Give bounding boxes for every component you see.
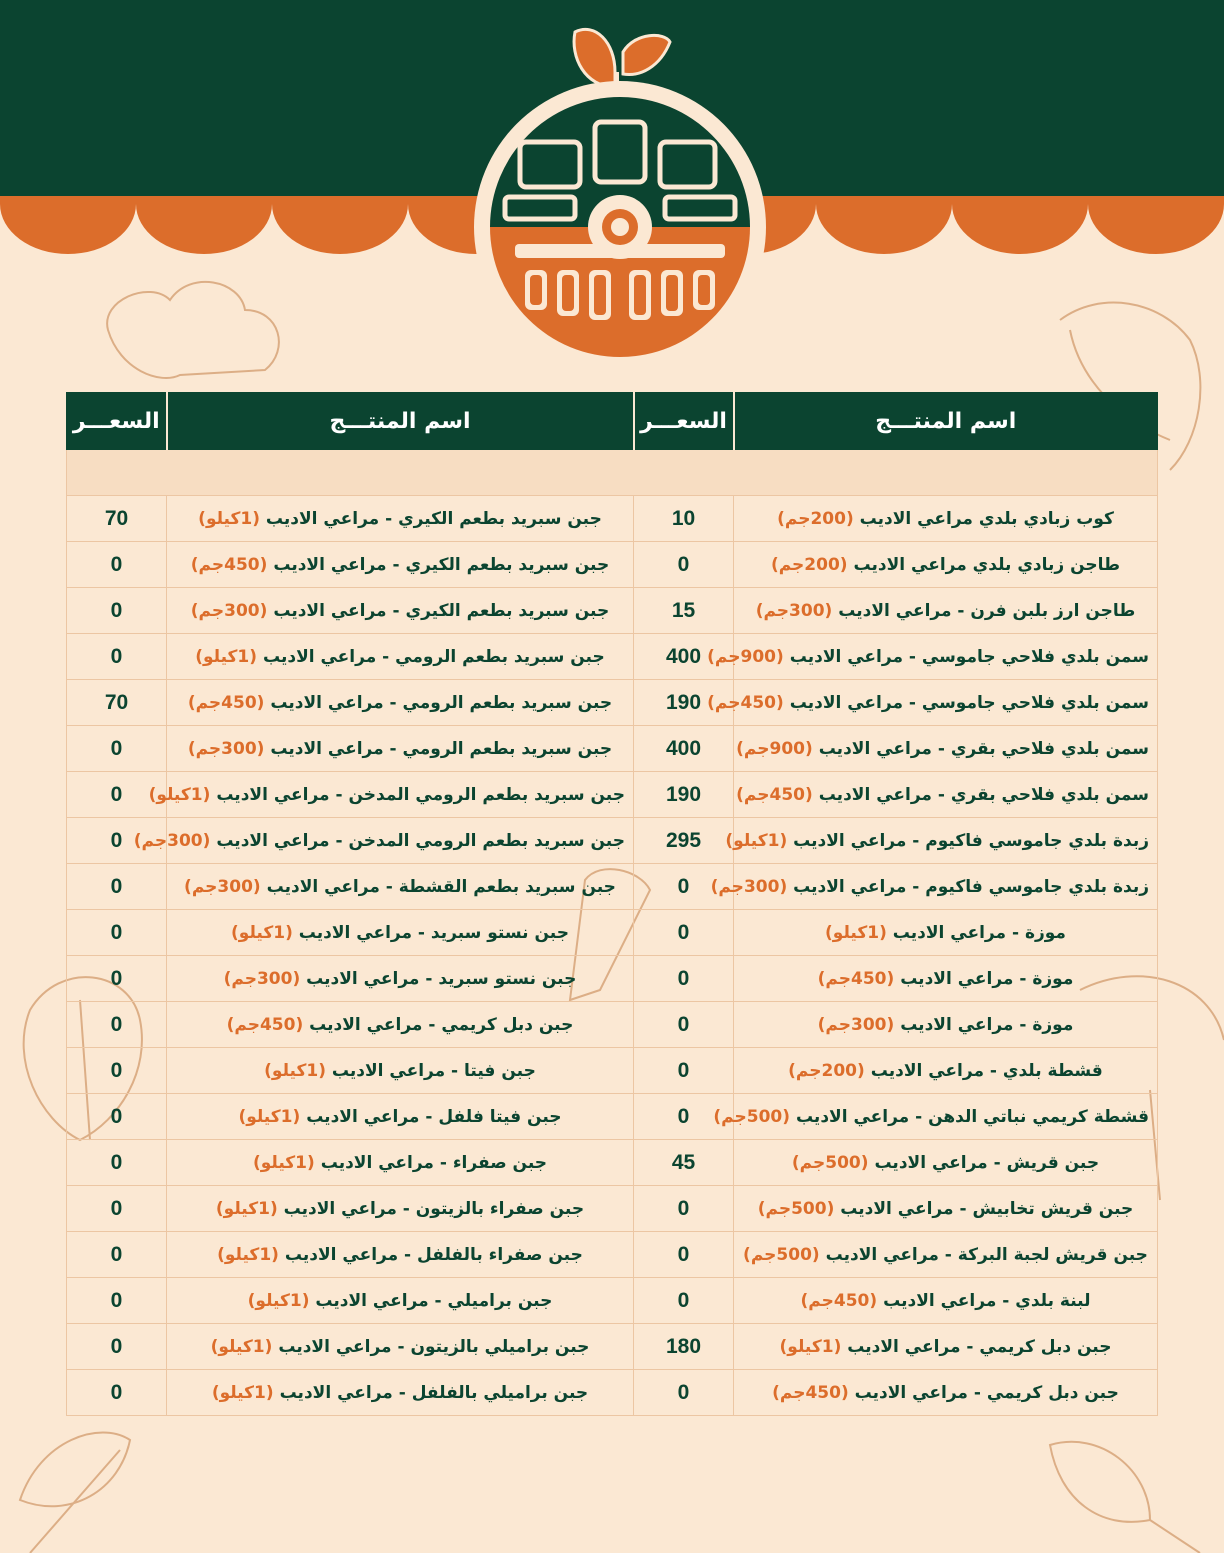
product-brand: مراعي الاديب bbox=[859, 508, 973, 529]
product-price: 0 bbox=[634, 1186, 734, 1232]
product-price: 0 bbox=[67, 1232, 167, 1278]
product-brand: - مراعي الاديب bbox=[320, 1152, 447, 1173]
product-brand: - مراعي الاديب bbox=[283, 1198, 410, 1219]
product-size: (1كيلو) bbox=[231, 922, 293, 943]
product-price: 0 bbox=[67, 818, 167, 864]
product-size: (1كيلو) bbox=[825, 922, 887, 943]
product-name-cell bbox=[734, 496, 1158, 542]
table-row bbox=[67, 542, 1158, 588]
product-name: جبن فيتا bbox=[464, 1060, 536, 1081]
product-size: (1كيلو) bbox=[217, 1244, 279, 1265]
product-name-cell bbox=[167, 542, 634, 588]
product-name: جبن سبريد بطعم الرومي bbox=[395, 646, 605, 667]
product-size: (300جم) bbox=[187, 738, 265, 759]
product-name-cell bbox=[167, 1140, 634, 1186]
product-size: (1كيلو) bbox=[211, 1382, 274, 1403]
product-name: جبن قريش لجبة البركة bbox=[957, 1244, 1148, 1265]
product-name: جبن براميلي bbox=[447, 1290, 553, 1311]
product-name: موزة bbox=[1024, 922, 1066, 943]
header-price: السعـــر bbox=[67, 393, 167, 450]
product-name: جبن صفراء bbox=[452, 1152, 548, 1173]
product-brand: - مراعي الاديب bbox=[874, 1152, 1001, 1173]
product-name-cell bbox=[734, 542, 1158, 588]
product-size: (200جم) bbox=[777, 508, 854, 529]
product-name: جبن نستو سبريد bbox=[438, 968, 577, 989]
product-size: (1كيلو) bbox=[247, 1290, 310, 1311]
product-name: موزة bbox=[1032, 1014, 1074, 1035]
product-name: جبن نستو سبريد bbox=[430, 922, 569, 943]
product-brand: - مراعي الاديب bbox=[854, 1382, 981, 1403]
product-name-cell bbox=[167, 910, 634, 956]
product-price: 0 bbox=[634, 1094, 734, 1140]
product-size: (1كيلو) bbox=[252, 1152, 315, 1173]
product-price: 0 bbox=[634, 910, 734, 956]
product-name-cell bbox=[707, 634, 1158, 680]
product-price: 45 bbox=[634, 1140, 734, 1186]
product-price: 0 bbox=[67, 726, 167, 772]
product-price: 0 bbox=[67, 1002, 167, 1048]
product-name-cell bbox=[133, 818, 634, 864]
product-name: طاجن ارز بلبن فرن bbox=[970, 600, 1136, 621]
product-brand: - مراعي الاديب bbox=[306, 1106, 433, 1127]
product-size: (300جم) bbox=[133, 830, 211, 851]
product-brand: - مراعي الاديب bbox=[793, 830, 920, 851]
product-name-cell bbox=[167, 588, 634, 634]
product-brand: - مراعي الاديب bbox=[818, 738, 945, 759]
product-name: سمن بلدي فلاحي جاموسي bbox=[921, 692, 1149, 713]
product-brand: - مراعي الاديب bbox=[306, 968, 433, 989]
product-name: زبدة بلدي جاموسي فاكيوم bbox=[925, 876, 1149, 897]
product-price: 295 bbox=[634, 818, 734, 864]
table-row bbox=[67, 1002, 1158, 1048]
product-brand: - مراعي الاديب bbox=[273, 600, 400, 621]
product-name-cell bbox=[167, 680, 634, 726]
product-name: جبن صفراء بالزيتون bbox=[415, 1198, 585, 1219]
product-name-cell bbox=[734, 1002, 1158, 1048]
product-brand: - مراعي الاديب bbox=[789, 692, 916, 713]
product-name-cell bbox=[734, 1370, 1158, 1416]
product-name: جبن دبل كريمي bbox=[979, 1336, 1112, 1357]
product-name: جبن قريش تخابيش bbox=[972, 1198, 1134, 1219]
product-brand: - مراعي الاديب bbox=[883, 1290, 1010, 1311]
table-row bbox=[67, 1186, 1158, 1232]
header-price: السعـــر bbox=[634, 393, 734, 450]
product-price: 0 bbox=[634, 542, 734, 588]
product-name-cell bbox=[734, 772, 1158, 818]
product-size: (500جم) bbox=[713, 1106, 791, 1127]
table-header-row bbox=[67, 393, 1158, 450]
table-row bbox=[67, 1232, 1158, 1278]
product-brand: - مراعي الاديب bbox=[840, 1198, 967, 1219]
product-name-cell bbox=[167, 1232, 634, 1278]
table-row bbox=[67, 1140, 1158, 1186]
product-brand: - مراعي الاديب bbox=[793, 876, 920, 897]
product-brand: - مراعي الاديب bbox=[847, 1336, 974, 1357]
product-price: 15 bbox=[634, 588, 734, 634]
product-size: (1كيلو) bbox=[195, 646, 258, 667]
table-row bbox=[67, 956, 1158, 1002]
product-name-cell bbox=[167, 1186, 634, 1232]
product-size: (1كيلو) bbox=[779, 1336, 842, 1357]
product-name-cell bbox=[734, 588, 1158, 634]
product-price: 0 bbox=[634, 1370, 734, 1416]
table-row bbox=[67, 634, 1158, 680]
product-price: 400 bbox=[634, 726, 734, 772]
price-table bbox=[66, 392, 1158, 1416]
product-name: جبن سبريد بطعم الرومي المدخن bbox=[348, 784, 625, 805]
product-brand: - مراعي الاديب bbox=[892, 922, 1020, 943]
product-name-cell bbox=[167, 1048, 634, 1094]
product-price: 0 bbox=[67, 956, 167, 1002]
product-price: 0 bbox=[634, 1048, 734, 1094]
product-price: 0 bbox=[634, 956, 734, 1002]
product-brand: - مراعي الاديب bbox=[266, 876, 393, 897]
product-price: 0 bbox=[67, 1324, 167, 1370]
product-name-cell bbox=[148, 772, 634, 818]
product-name-cell bbox=[734, 910, 1158, 956]
table-row bbox=[67, 1370, 1158, 1416]
product-name: جبن سبريد بطعم الرومي bbox=[402, 692, 613, 713]
header-product-name: اسم المنتـــج bbox=[734, 393, 1158, 450]
product-size: (900جم) bbox=[707, 646, 784, 667]
product-size: (1كيلو) bbox=[238, 1106, 301, 1127]
table-row bbox=[67, 910, 1158, 956]
table-row bbox=[67, 1094, 1158, 1140]
product-size: (1كيلو) bbox=[210, 1336, 273, 1357]
product-name-cell bbox=[167, 1278, 634, 1324]
product-name: جبن دبل كريمي bbox=[986, 1382, 1119, 1403]
product-name-cell bbox=[734, 1324, 1158, 1370]
product-name-cell bbox=[167, 496, 634, 542]
product-name-cell bbox=[734, 726, 1158, 772]
product-price: 0 bbox=[634, 864, 734, 910]
product-name: كوب زبادي بلدي bbox=[978, 508, 1114, 529]
table-row bbox=[67, 772, 1158, 818]
product-name-cell bbox=[734, 1186, 1158, 1232]
product-size: (300جم) bbox=[755, 600, 833, 621]
product-price: 0 bbox=[634, 1232, 734, 1278]
product-name: جبن فيتا فلفل bbox=[438, 1106, 562, 1127]
product-name: سمن بلدي فلاحي جاموسي bbox=[921, 646, 1149, 667]
product-size: (300جم) bbox=[710, 876, 788, 897]
product-price: 0 bbox=[67, 1094, 167, 1140]
product-name: موزة bbox=[1032, 968, 1074, 989]
product-size: (300جم) bbox=[190, 600, 268, 621]
product-size: (450جم) bbox=[772, 1382, 849, 1403]
product-name-cell bbox=[707, 680, 1158, 726]
product-name-cell bbox=[725, 818, 1158, 864]
table-row bbox=[67, 1324, 1158, 1370]
product-brand: - مراعي الاديب bbox=[900, 1014, 1027, 1035]
product-name: جبن دبل كريمي bbox=[441, 1014, 574, 1035]
product-size: (300جم) bbox=[184, 876, 261, 897]
product-name-cell bbox=[734, 1140, 1158, 1186]
product-size: (900جم) bbox=[736, 738, 813, 759]
product-size: (450جم) bbox=[226, 1014, 304, 1035]
product-price: 0 bbox=[67, 910, 167, 956]
table-row bbox=[67, 864, 1158, 910]
brand-logo bbox=[475, 12, 765, 364]
product-price: 0 bbox=[67, 864, 167, 910]
table-row bbox=[67, 726, 1158, 772]
product-size: (200جم) bbox=[788, 1060, 865, 1081]
product-size: (1كيلو) bbox=[725, 830, 788, 851]
product-brand: - مراعي الاديب bbox=[216, 784, 343, 805]
product-brand: - مراعي الاديب bbox=[284, 1244, 412, 1265]
table-row bbox=[67, 1278, 1158, 1324]
product-name: جبن سبريد بطعم الرومي المدخن bbox=[348, 830, 625, 851]
product-size: (200جم) bbox=[770, 554, 848, 575]
product-price: 180 bbox=[634, 1324, 734, 1370]
product-brand: - مراعي الاديب bbox=[838, 600, 965, 621]
product-name: سمن بلدي فلاحي بقري bbox=[950, 738, 1149, 759]
product-size: (450جم) bbox=[817, 968, 895, 989]
product-price: 0 bbox=[67, 634, 167, 680]
product-price: 0 bbox=[67, 1278, 167, 1324]
product-brand: - مراعي الاديب bbox=[298, 922, 425, 943]
table-body bbox=[67, 496, 1158, 1416]
product-price: 400 bbox=[634, 634, 734, 680]
product-brand: - مراعي الاديب bbox=[273, 554, 400, 575]
product-name: جبن سبريد بطعم الكيري bbox=[405, 600, 610, 621]
product-size: (500جم) bbox=[743, 1244, 820, 1265]
product-price: 0 bbox=[67, 542, 167, 588]
product-brand: - مراعي الاديب bbox=[795, 1106, 923, 1127]
product-name-cell bbox=[167, 1324, 634, 1370]
product-brand: - مراعي الاديب bbox=[331, 1060, 459, 1081]
product-size: (1كيلو) bbox=[198, 508, 260, 529]
product-price: 0 bbox=[67, 588, 167, 634]
product-name: جبن سبريد بطعم الكيري bbox=[405, 554, 610, 575]
product-name-cell bbox=[167, 1370, 634, 1416]
product-name-cell bbox=[167, 864, 634, 910]
product-brand: - مراعي الاديب bbox=[870, 1060, 997, 1081]
product-size: (1كيلو) bbox=[264, 1060, 326, 1081]
product-size: (500جم) bbox=[757, 1198, 835, 1219]
product-brand: مراعي الاديب bbox=[853, 554, 967, 575]
product-price: 190 bbox=[634, 772, 734, 818]
product-name-cell bbox=[167, 1094, 634, 1140]
product-name: جبن سبريد بطعم الرومي bbox=[402, 738, 613, 759]
product-size: (300جم) bbox=[223, 968, 301, 989]
table-row bbox=[67, 1048, 1158, 1094]
product-price: 0 bbox=[67, 1140, 167, 1186]
product-brand: - مراعي الاديب bbox=[315, 1290, 442, 1311]
product-name: قشطة بلدي bbox=[1002, 1060, 1103, 1081]
product-name: سمن بلدي فلاحي بقري bbox=[950, 784, 1149, 805]
product-brand: - مراعي الاديب bbox=[270, 692, 397, 713]
product-name-cell bbox=[167, 634, 634, 680]
product-price: 0 bbox=[67, 1370, 167, 1416]
product-size: (450جم) bbox=[187, 692, 265, 713]
product-name: جبن صفراء بالفلفل bbox=[417, 1244, 583, 1265]
product-brand: - مراعي الاديب bbox=[270, 738, 397, 759]
product-name: جبن سبريد بطعم الكيري bbox=[398, 508, 602, 529]
product-name-cell bbox=[710, 864, 1158, 910]
table-row bbox=[67, 496, 1158, 542]
product-size: (450جم) bbox=[736, 784, 813, 805]
product-name-cell bbox=[734, 1278, 1158, 1324]
product-name: قشطة كريمي نباتي الدهن bbox=[928, 1106, 1149, 1127]
product-brand: - مراعي الاديب bbox=[262, 646, 390, 667]
product-price: 70 bbox=[67, 680, 167, 726]
product-size: (500جم) bbox=[791, 1152, 869, 1173]
header-product-name: اسم المنتـــج bbox=[167, 393, 634, 450]
product-price: 0 bbox=[67, 772, 167, 818]
product-size: (300جم) bbox=[817, 1014, 895, 1035]
product-brand: - مراعي الاديب bbox=[279, 1382, 406, 1403]
product-size: (1كيلو) bbox=[148, 784, 211, 805]
product-brand: - مراعي الاديب bbox=[309, 1014, 436, 1035]
table-row bbox=[67, 588, 1158, 634]
product-size: (450جم) bbox=[190, 554, 268, 575]
product-brand: - مراعي الاديب bbox=[900, 968, 1027, 989]
product-name: جبن سبريد بطعم القشطة bbox=[398, 876, 616, 897]
product-price: 190 bbox=[634, 680, 734, 726]
table-row bbox=[67, 680, 1158, 726]
product-name-cell bbox=[713, 1094, 1158, 1140]
product-size: (1كيلو) bbox=[215, 1198, 278, 1219]
product-name-cell bbox=[734, 956, 1158, 1002]
product-price: 0 bbox=[634, 1002, 734, 1048]
table-row bbox=[67, 818, 1158, 864]
product-price: 70 bbox=[67, 496, 167, 542]
product-price: 0 bbox=[67, 1186, 167, 1232]
product-name: طاجن زبادي بلدي bbox=[972, 554, 1121, 575]
product-name-cell bbox=[734, 1232, 1158, 1278]
product-price: 10 bbox=[634, 496, 734, 542]
product-name-cell bbox=[167, 956, 634, 1002]
product-size: (450جم) bbox=[707, 692, 784, 713]
product-brand: - مراعي الاديب bbox=[278, 1336, 405, 1357]
product-brand: - مراعي الاديب bbox=[216, 830, 343, 851]
product-name: جبن قريش bbox=[1006, 1152, 1100, 1173]
product-name-cell bbox=[734, 1048, 1158, 1094]
product-brand: - مراعي الاديب bbox=[265, 508, 393, 529]
product-price: 0 bbox=[67, 1048, 167, 1094]
product-name: لبنة بلدي bbox=[1015, 1290, 1091, 1311]
product-price: 0 bbox=[634, 1278, 734, 1324]
product-name-cell bbox=[167, 1002, 634, 1048]
product-name: زبدة بلدي جاموسي فاكيوم bbox=[925, 830, 1149, 851]
product-brand: - مراعي الاديب bbox=[789, 646, 916, 667]
product-size: (450جم) bbox=[800, 1290, 878, 1311]
product-name: جبن براميلي بالزيتون bbox=[410, 1336, 590, 1357]
product-name: جبن براميلي بالفلفل bbox=[411, 1382, 589, 1403]
product-brand: - مراعي الاديب bbox=[825, 1244, 952, 1265]
product-brand: - مراعي الاديب bbox=[818, 784, 945, 805]
product-name-cell bbox=[167, 726, 634, 772]
